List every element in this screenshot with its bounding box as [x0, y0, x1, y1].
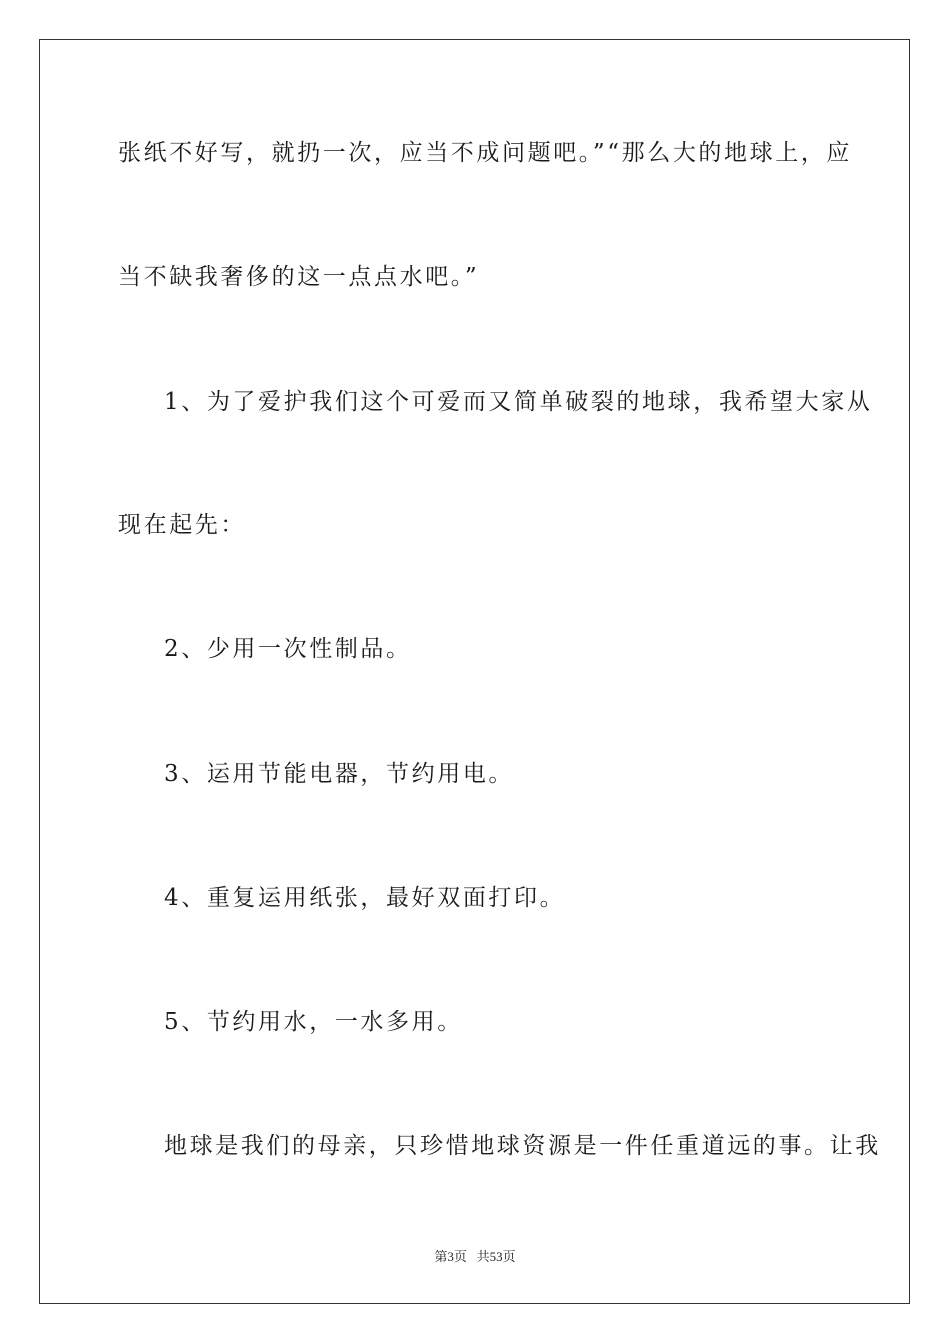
- list-item: 1、为了爱护我们这个可爱而又简单破裂的地球，我希望大家从: [164, 389, 873, 415]
- text-line: 当不缺我奢侈的这一点点水吧。”: [118, 264, 480, 290]
- page-frame: [39, 39, 910, 1304]
- list-item: 4、重复运用纸张，最好双面打印。: [164, 885, 566, 911]
- text-line: 现在起先：: [118, 512, 246, 538]
- paragraph-start: 地球是我们的母亲，只珍惜地球资源是一件任重道远的事。让我: [164, 1133, 881, 1159]
- list-item: 3、运用节能电器，节约用电。: [164, 761, 515, 787]
- total-pages: 共53页: [476, 1249, 516, 1264]
- page-footer: [0, 1248, 950, 1266]
- text-line: 张纸不好写，就扔一次，应当不成问题吧。”“那么大的地球上，应: [118, 140, 853, 166]
- list-item: 5、节约用水，一水多用。: [164, 1009, 463, 1035]
- page-number: 第3页: [434, 1249, 467, 1264]
- list-item: 2、少用一次性制品。: [164, 636, 412, 662]
